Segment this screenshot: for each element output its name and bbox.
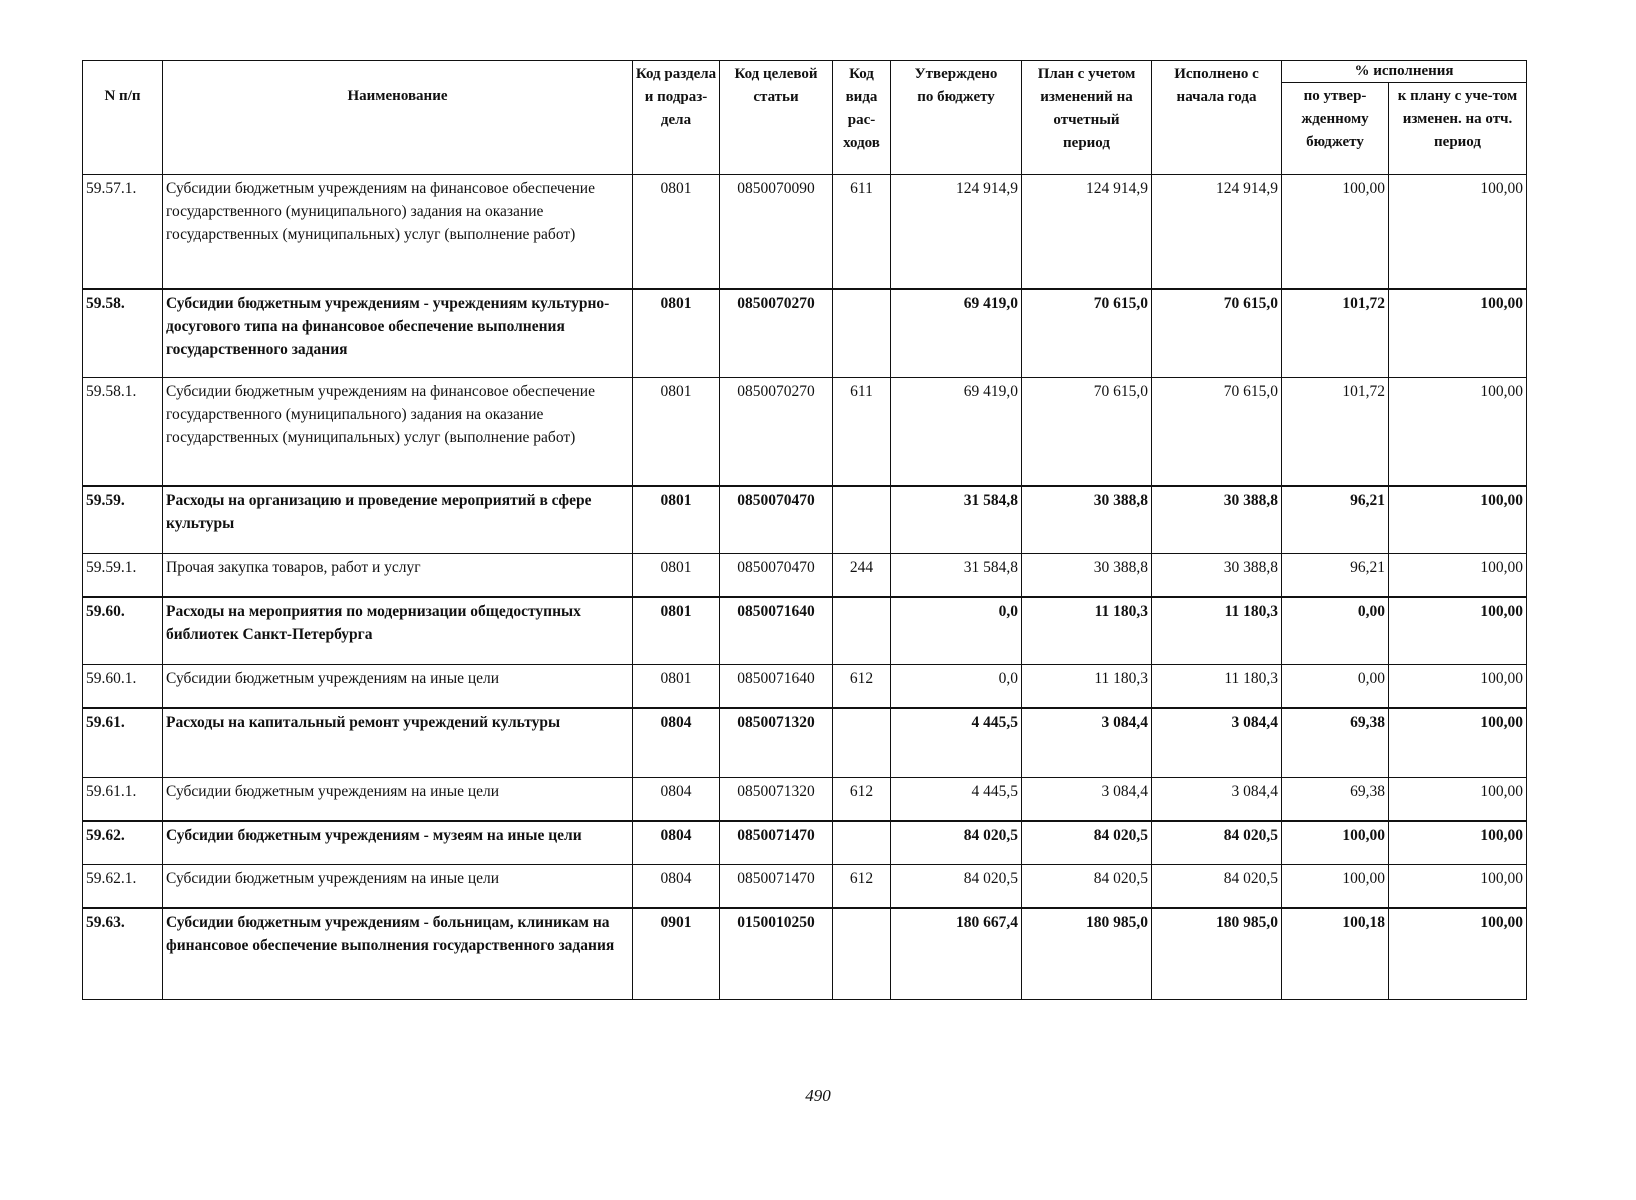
table-row: [83, 554, 1527, 597]
row-num: 59.61.1.: [83, 778, 163, 821]
row-approved: 69 419,0: [891, 289, 1022, 378]
row-pct-plan: 100,00: [1389, 865, 1527, 908]
row-pct-budget: 100,00: [1282, 175, 1389, 289]
row-name: Субсидии бюджетным учреждениям - учреждениям культурно-досугового типа на финансовое обеспечение выполнения государственного задания: [163, 289, 633, 378]
row-expense-code: [833, 908, 891, 1000]
row-approved: 84 020,5: [891, 865, 1022, 908]
row-pct-plan: 100,00: [1389, 778, 1527, 821]
row-executed: 30 388,8: [1152, 554, 1282, 597]
row-approved: 69 419,0: [891, 378, 1022, 486]
row-expense-code: 611: [833, 175, 891, 289]
row-executed: 84 020,5: [1152, 865, 1282, 908]
row-approved: 0,0: [891, 665, 1022, 708]
row-name: Субсидии бюджетным учреждениям на иные цели: [163, 865, 633, 908]
row-expense-code: [833, 486, 891, 554]
table-row: [83, 597, 1527, 665]
row-name: Субсидии бюджетным учреждениям на иные цели: [163, 665, 633, 708]
row-pct-plan: 100,00: [1389, 665, 1527, 708]
row-num: 59.57.1.: [83, 175, 163, 289]
row-plan: 11 180,3: [1022, 597, 1152, 665]
row-executed: 70 615,0: [1152, 289, 1282, 378]
row-section-code: 0804: [633, 778, 720, 821]
row-name: Расходы на мероприятия по модернизации общедоступных библиотек Санкт-Петербурга: [163, 597, 633, 665]
row-plan: 124 914,9: [1022, 175, 1152, 289]
row-plan: 84 020,5: [1022, 821, 1152, 865]
table-row: [83, 175, 1527, 289]
row-pct-plan: 100,00: [1389, 908, 1527, 1000]
page-number: 490: [805, 1086, 831, 1105]
row-plan: 70 615,0: [1022, 378, 1152, 486]
table-row: [83, 821, 1527, 865]
row-expense-code: [833, 821, 891, 865]
row-expense-code: 611: [833, 378, 891, 486]
row-pct-budget: 101,72: [1282, 378, 1389, 486]
row-name: Субсидии бюджетным учреждениям на финансовое обеспечение государственного (муниципального) задания на оказание государственных (муниципальных) услуг (выполнение работ): [163, 378, 633, 486]
header-num: N п/п: [83, 61, 163, 175]
row-section-code: 0804: [633, 821, 720, 865]
row-target-code: 0850070270: [720, 378, 833, 486]
table-row: [83, 908, 1527, 1000]
row-plan: 11 180,3: [1022, 665, 1152, 708]
table-row: [83, 486, 1527, 554]
row-num: 59.58.: [83, 289, 163, 378]
row-expense-code: [833, 708, 891, 778]
row-section-code: 0801: [633, 378, 720, 486]
row-num: 59.60.1.: [83, 665, 163, 708]
row-target-code: 0850071320: [720, 778, 833, 821]
row-expense-code: 612: [833, 665, 891, 708]
row-expense-code: [833, 597, 891, 665]
row-name: Субсидии бюджетным учреждениям на финансовое обеспечение государственного (муниципального) задания на оказание государственных (муниципальных) услуг (выполнение работ): [163, 175, 633, 289]
row-pct-budget: 0,00: [1282, 665, 1389, 708]
row-section-code: 0901: [633, 908, 720, 1000]
header-target-code: Код целевой статьи: [720, 61, 833, 175]
row-plan: 84 020,5: [1022, 865, 1152, 908]
row-pct-budget: 100,00: [1282, 821, 1389, 865]
row-name: Расходы на организацию и проведение мероприятий в сфере культуры: [163, 486, 633, 554]
row-pct-plan: 100,00: [1389, 821, 1527, 865]
row-approved: 0,0: [891, 597, 1022, 665]
row-target-code: 0850071320: [720, 708, 833, 778]
row-num: 59.59.1.: [83, 554, 163, 597]
row-expense-code: 612: [833, 778, 891, 821]
row-executed: 180 985,0: [1152, 908, 1282, 1000]
header-section-code: Код раздела и подраз-дела: [633, 61, 720, 175]
header-expense-code: Код вида рас-ходов: [833, 61, 891, 175]
row-name: Прочая закупка товаров, работ и услуг: [163, 554, 633, 597]
row-target-code: 0850071640: [720, 665, 833, 708]
row-executed: 30 388,8: [1152, 486, 1282, 554]
row-num: 59.61.: [83, 708, 163, 778]
row-approved: 4 445,5: [891, 708, 1022, 778]
row-section-code: 0804: [633, 708, 720, 778]
row-section-code: 0801: [633, 486, 720, 554]
row-plan: 180 985,0: [1022, 908, 1152, 1000]
row-approved: 31 584,8: [891, 486, 1022, 554]
row-num: 59.62.1.: [83, 865, 163, 908]
header-plan: План с учетом изменений на отчетный период: [1022, 61, 1152, 175]
row-pct-plan: 100,00: [1389, 175, 1527, 289]
row-target-code: 0850071470: [720, 821, 833, 865]
table-row: [83, 778, 1527, 821]
row-plan: 30 388,8: [1022, 486, 1152, 554]
row-num: 59.58.1.: [83, 378, 163, 486]
table-row: [83, 865, 1527, 908]
row-executed: 70 615,0: [1152, 378, 1282, 486]
row-num: 59.59.: [83, 486, 163, 554]
table-row: [83, 665, 1527, 708]
row-target-code: 0850070090: [720, 175, 833, 289]
row-pct-budget: 0,00: [1282, 597, 1389, 665]
header-pct-plan: к плану с уче-том изменен. на отч. период: [1389, 83, 1527, 175]
row-expense-code: [833, 289, 891, 378]
row-plan: 70 615,0: [1022, 289, 1152, 378]
row-num: 59.63.: [83, 908, 163, 1000]
row-approved: 4 445,5: [891, 778, 1022, 821]
row-approved: 180 667,4: [891, 908, 1022, 1000]
row-section-code: 0804: [633, 865, 720, 908]
row-num: 59.62.: [83, 821, 163, 865]
row-pct-plan: 100,00: [1389, 554, 1527, 597]
row-pct-budget: 96,21: [1282, 486, 1389, 554]
header-approved: Утверждено по бюджету: [891, 61, 1022, 175]
row-pct-plan: 100,00: [1389, 708, 1527, 778]
row-pct-plan: 100,00: [1389, 486, 1527, 554]
table-row: [83, 708, 1527, 778]
row-plan: 3 084,4: [1022, 778, 1152, 821]
row-name: Субсидии бюджетным учреждениям на иные цели: [163, 778, 633, 821]
row-target-code: 0850070470: [720, 554, 833, 597]
row-name: Субсидии бюджетным учреждениям - музеям на иные цели: [163, 821, 633, 865]
table-row: [83, 378, 1527, 486]
row-section-code: 0801: [633, 289, 720, 378]
row-target-code: 0850070270: [720, 289, 833, 378]
row-plan: 3 084,4: [1022, 708, 1152, 778]
row-name: Расходы на капитальный ремонт учреждений культуры: [163, 708, 633, 778]
row-target-code: 0150010250: [720, 908, 833, 1000]
row-target-code: 0850070470: [720, 486, 833, 554]
row-target-code: 0850071470: [720, 865, 833, 908]
table-row: [83, 289, 1527, 378]
row-executed: 11 180,3: [1152, 665, 1282, 708]
row-pct-budget: 100,18: [1282, 908, 1389, 1000]
budget-execution-table: [82, 60, 1527, 1000]
row-executed: 3 084,4: [1152, 708, 1282, 778]
row-pct-budget: 69,38: [1282, 778, 1389, 821]
row-section-code: 0801: [633, 665, 720, 708]
row-pct-budget: 101,72: [1282, 289, 1389, 378]
row-section-code: 0801: [633, 175, 720, 289]
row-executed: 3 084,4: [1152, 778, 1282, 821]
row-approved: 31 584,8: [891, 554, 1022, 597]
row-section-code: 0801: [633, 597, 720, 665]
row-approved: 84 020,5: [891, 821, 1022, 865]
header-name: Наименование: [163, 61, 633, 175]
row-executed: 124 914,9: [1152, 175, 1282, 289]
row-target-code: 0850071640: [720, 597, 833, 665]
row-num: 59.60.: [83, 597, 163, 665]
row-expense-code: 244: [833, 554, 891, 597]
row-name: Субсидии бюджетным учреждениям - больницам, клиникам на финансовое обеспечение выполнения государственного задания: [163, 908, 633, 1000]
row-plan: 30 388,8: [1022, 554, 1152, 597]
header-percent-group: % исполнения: [1282, 61, 1527, 83]
row-pct-budget: 100,00: [1282, 865, 1389, 908]
header-pct-budget: по утвер-жденному бюджету: [1282, 83, 1389, 175]
row-section-code: 0801: [633, 554, 720, 597]
row-executed: 84 020,5: [1152, 821, 1282, 865]
row-pct-plan: 100,00: [1389, 378, 1527, 486]
header-executed: Исполнено с начала года: [1152, 61, 1282, 175]
row-expense-code: 612: [833, 865, 891, 908]
row-pct-plan: 100,00: [1389, 597, 1527, 665]
row-executed: 11 180,3: [1152, 597, 1282, 665]
row-pct-plan: 100,00: [1389, 289, 1527, 378]
row-pct-budget: 69,38: [1282, 708, 1389, 778]
row-pct-budget: 96,21: [1282, 554, 1389, 597]
row-approved: 124 914,9: [891, 175, 1022, 289]
